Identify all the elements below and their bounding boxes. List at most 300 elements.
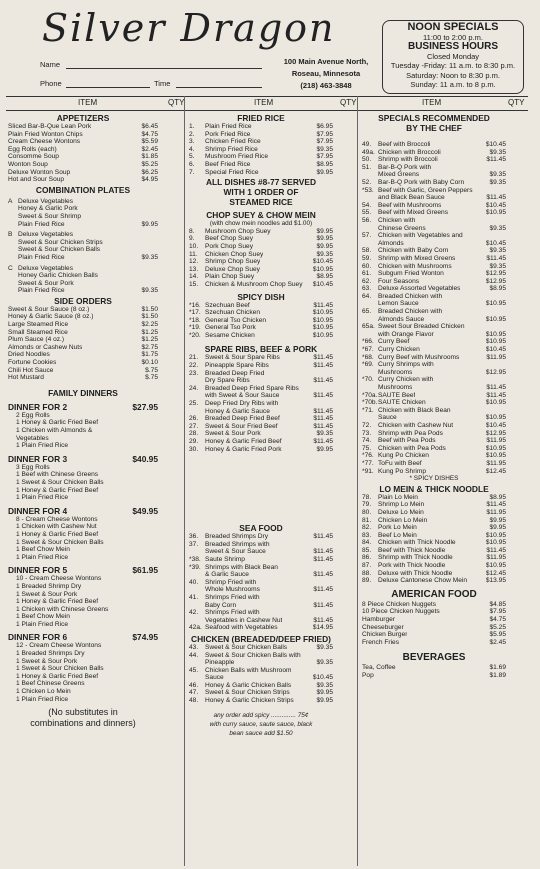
item-price: $9.35 [489,178,506,186]
item-price: $1.25 [141,336,158,344]
item-name [189,594,260,602]
item-label: Subgum Fried Wonton [378,270,444,278]
item-number: 58. [362,247,372,255]
item-label: Mushroom Chop Suey [205,227,271,235]
combo-price: $9.35 [141,287,158,295]
item-price [331,667,333,675]
item-price: $9.35 [489,148,506,156]
item-price [331,579,333,587]
item-price: $10.95 [485,209,506,217]
no-substitutes-line: (No substitutes in [48,707,118,718]
item-label: Plain Chop Suey [205,273,255,281]
item-price: $10.95 [485,315,506,323]
item-name [362,539,456,547]
item-price: $9.95 [316,235,333,243]
menu-item [362,437,506,445]
item-number: *16. [189,301,201,309]
menu-item [362,392,506,400]
spare-ribs-list [189,354,333,453]
item-label: Beef with Garlic, Green Peppers [378,186,473,194]
item-price: $10.45 [312,258,333,266]
item-name: Consomme Soup [8,153,59,161]
item-price: $11.45 [313,586,333,594]
address-block [270,56,382,92]
item-price: $8.95 [316,273,333,281]
item-name [362,240,404,248]
item-price: $1.50 [141,305,158,313]
item-price: $11.45 [313,616,333,624]
item-name [362,156,438,164]
item-price [331,370,333,378]
item-price: $2.25 [141,321,158,329]
item-price: $2.75 [141,343,158,351]
item-price: $11.45 [486,391,506,399]
dinner-line: 1 Sweet & Sour Pork [16,657,78,665]
item-price: $9.35 [316,250,333,258]
item-number: 60. [362,262,372,270]
item-name [189,415,280,423]
item-price: $10.95 [312,331,333,339]
menu-item [189,609,333,617]
combo-item [8,231,73,239]
item-label: Whole Mushrooms [205,586,260,594]
item-name [362,430,443,438]
item-price: $11.45 [313,555,333,563]
item-price: $6.25 [141,168,158,176]
menu-item [8,374,158,382]
item-price: $.75 [145,374,158,382]
item-name [189,579,256,587]
menu-item [362,460,506,468]
item-name [189,617,282,625]
menu-item [189,169,333,177]
item-number: 82. [362,524,372,532]
dinner-for-5 [8,565,158,628]
item-label: Breaded Chicken with [378,292,443,300]
item-name [189,674,224,682]
item-name [189,571,249,579]
item-price: $10.95 [485,562,506,570]
item-price: $4.95 [141,176,158,184]
item-price: $11.45 [313,392,333,400]
item-number: 75. [362,444,372,452]
dinner-line: 1 Sweet & Sour Chicken Balls [16,665,104,673]
seafood-heading: SEA FOOD [239,523,283,534]
item-price [331,594,333,602]
combo-line [8,265,158,273]
dinner-line: 1 Sweet & Sour Chicken Balls [16,478,104,486]
menu-item [8,138,158,146]
dinner-for-3 [8,454,158,502]
item-name [362,509,424,517]
item-label: Szechuan Chicken [205,309,260,317]
menu-item [362,156,506,164]
item-name: Large Steamed Rice [8,321,69,329]
item-label: Dry Spare Ribs [205,377,250,385]
item-name [362,232,463,240]
item-price: $1.75 [141,351,158,359]
noon-specials-title: NOON SPECIALS [407,21,499,33]
item-label: Kung Po Shrimp [378,467,427,475]
item-label: and Black Bean Sauce [378,194,445,202]
item-label: Breaded Shrimps Dry [205,533,269,541]
item-label: Deluxe Chop Suey [205,265,260,273]
item-price: $10.95 [312,324,333,332]
hours-line: Closed Monday [426,51,480,61]
combo-price [156,272,158,280]
item-label: Mushrooms [378,368,413,376]
item-name [362,384,412,392]
item-name [189,138,261,146]
item-label: Sweet Sour Breaded Chicken [378,323,465,331]
chop-suey-heading: CHOP SUEY & CHOW MEIN [206,210,316,221]
chicken-list [189,644,333,705]
item-label: Honey & Garlic Chicken Strips [205,697,294,705]
spicy-note-line: with curry sauce, saute sauce, black [209,720,313,728]
item-number: 13. [189,265,199,273]
item-name [189,682,291,690]
item-price: $2.45 [141,145,158,153]
menu-item [189,309,333,317]
item-price: $11.45 [313,438,333,445]
combo-item-label: Plain Fried Rice [18,220,65,228]
item-label: Sweet & Sour Chicken Strips [205,689,290,697]
item-number: 9. [189,235,195,243]
item-name [362,354,459,362]
menu-item [189,302,333,310]
menu-item [8,313,158,321]
item-label: Shrimp Fried Rice [205,145,258,153]
item-number: 43. [189,643,199,651]
dinner-line: 1 Chicken with Cashew Nut [16,523,97,531]
item-price: $9.35 [489,171,506,179]
item-label: SAUTE Beef [378,391,416,399]
item-price: $11.95 [486,508,506,516]
item-label: & Garlic Sauce [205,571,249,579]
spicy-dishes-legend: * SPICY DISHES [409,475,459,483]
item-name [189,697,294,705]
item-name [362,414,397,422]
item-number: 61. [362,270,372,278]
item-name [189,266,260,274]
menu-item [8,336,158,344]
menu-item [362,331,506,339]
item-name [362,164,431,172]
combo-item-label: Sweet & Sour Chicken Balls [18,246,101,254]
item-label: Breaded Deep Fried Spare Ribs [205,384,299,392]
lo-mein-list [362,494,506,585]
item-name [362,517,427,525]
menu-item [189,392,333,400]
item-label: Vegetables in Cashew Nut [205,616,283,624]
item-number: *91. [362,467,374,475]
item-label: Chicken with Vegetables and [378,232,463,240]
item-name [189,689,290,697]
combo-line [8,239,158,247]
item-name [189,408,270,416]
item-price: $5.95 [489,631,506,639]
item-price: $10.45 [312,280,333,288]
item-label: Chicken with Mushrooms [378,262,452,270]
dinner-heading [8,454,158,464]
item-name [189,624,278,632]
item-label: Plain Lo Mein [378,493,418,501]
combo-price [156,205,158,213]
menu-item [362,539,506,547]
combo-price: $9.35 [141,253,158,261]
item-number: 28. [189,430,199,438]
item-name [362,392,415,400]
item-price: $1.85 [141,153,158,161]
item-name [189,123,252,131]
appetizers-heading: APPETIZERS [56,113,110,123]
item-name [362,217,415,225]
menu-item [362,179,506,187]
item-price: $9.35 [489,247,506,255]
item-name [189,556,245,564]
combo-letter: B [8,231,13,239]
item-number: 86. [362,554,372,562]
item-label: Chicken Fried Rice [205,138,261,146]
item-number: 1. [189,123,195,130]
item-name [189,228,271,236]
business-hours-title: BUSINESS HOURS [407,41,498,52]
item-price: $8.95 [489,285,506,293]
item-price: $11.45 [313,415,333,423]
dinner-line: 1 Plain Fried Rice [16,494,69,502]
item-label: Lemon Sauce [378,300,419,308]
combo-item [8,287,65,295]
item-label: Almonds [378,239,404,247]
menu-item [362,346,506,354]
item-number: *68. [362,353,374,361]
item-name [189,602,236,610]
dinner-heading [8,506,158,516]
item-number: 41. [189,593,199,601]
menu-item [189,258,333,266]
dinner-line: 8 - Cream Cheese Wontons [16,515,98,523]
menu-item [8,176,158,184]
dinner-line: 1 Sweet & Sour Pork [16,590,78,598]
item-label: Mushrooms [378,384,413,391]
menu-item [362,445,506,453]
spicy-dish-heading: SPICY DISH [237,291,285,302]
item-name [362,468,426,476]
menu-item [362,361,506,369]
combo-b [8,231,158,261]
dinner-for-6 [8,632,158,703]
menu-item [8,161,158,169]
item-label: Szechuan Beef [205,301,250,309]
item-label: Shrimp Fried with [205,578,257,586]
item-name [362,285,460,293]
item-label: Deluxe Cantonese Chow Mein [378,577,468,585]
column-header-row [6,96,528,111]
item-number: 27. [189,422,199,430]
menu-item [189,689,333,697]
item-label: Chicken with Baby Corn [378,247,449,255]
item-label: Honey & Garlic Fried Pork [205,445,282,453]
item-label: Special Fried Rice [205,168,259,176]
item-label: Beef with Broccoli [378,141,431,148]
menu-item [362,171,506,179]
menu-item [362,524,506,532]
item-label: Kung Po Chicken [378,452,429,460]
combo-c [8,265,158,295]
phone-label: Phone [40,79,62,88]
item-name [189,354,280,362]
menu-item [189,251,333,259]
item-name [362,263,452,271]
item-price: $9.35 [316,145,333,153]
item-name [189,258,260,266]
item-name [362,452,429,460]
item-price: $9.95 [489,516,506,524]
address-city: Roseau, Minnesota [291,69,361,78]
item-price: $11.45 [486,194,506,202]
item-label: Shrimp with Broccoli [378,156,438,164]
item-name [189,446,282,454]
menu-item [362,517,506,525]
fried-rice-list [189,123,333,176]
item-name: 8 Piece Chicken Nuggets [362,600,437,608]
combo-item-label: Sweet & Sour Chicken Strips [18,238,103,246]
menu-item [362,285,506,293]
item-name: Fortune Cookies [8,359,57,367]
menu-item [189,146,333,154]
item-name [189,146,258,154]
no-substitutes-note [8,707,158,728]
menu-item [362,414,506,422]
item-number: 42. [189,609,199,617]
address-phone: (218) 463-3848 [300,81,352,90]
item-price: $9.95 [316,168,333,176]
dinner-line: 1 Sweet & Sour Chicken Balls [16,538,104,546]
item-name [189,324,256,332]
menu-item [189,644,333,652]
menu-item [362,164,506,172]
menu-item [189,324,333,332]
phone-line[interactable] [66,87,150,88]
item-name: Honey & Garlic Sauce (8 oz.) [8,313,94,321]
menu-item [189,362,333,370]
item-name [189,385,299,393]
item-name [362,577,467,585]
item-name [362,554,453,562]
item-label: Sesame Chicken [205,331,255,339]
menu-item [362,422,506,430]
item-number: 24. [189,384,199,392]
item-label: Chicken with Cashew Nut [378,421,454,429]
combo-price [156,198,158,206]
item-name [362,331,434,339]
item-price: $9.35 [316,643,333,651]
item-number: *70b. [362,399,378,407]
menu-item [362,554,506,562]
item-number: *66. [362,338,374,346]
item-price: $9.35 [316,430,333,438]
item-label: Shrimps Fried with [205,593,260,601]
item-number: 84. [362,539,372,547]
item-price: $9.35 [489,262,506,270]
dinner-line: 1 Plain Fried Rice [16,553,69,561]
col2-item-header: ITEM [254,98,274,107]
item-name [189,430,261,438]
item-label: Beef Chop Suey [205,235,254,243]
name-line[interactable] [66,68,262,69]
item-label: Beef Fried Rice [205,160,251,168]
item-price: $11.45 [313,362,333,370]
menu-item [362,293,506,301]
item-label: Sweet & Sour Fried Beef [205,422,278,430]
item-label: Shrimps Fried with [205,609,260,617]
item-label: Chicken Lo Mein [378,516,428,524]
item-name [362,187,473,195]
item-number: 50. [362,156,372,164]
item-number: 21. [189,354,199,362]
item-price: $9.95 [316,227,333,235]
item-price: $11.45 [313,422,333,430]
item-name [362,171,419,179]
dinner-line: 3 Egg Rolls [16,463,50,471]
item-price: $7.95 [316,153,333,161]
item-name [362,149,441,157]
item-price: $11.95 [486,353,506,361]
item-number: 63. [362,285,372,293]
lo-mein-heading: LO MEIN & THICK NOODLE [379,483,489,494]
combo-line [8,205,158,213]
item-number: 65. [362,308,372,316]
item-name [362,323,465,331]
spicy-order-note [189,711,333,738]
menu-item [362,664,506,672]
item-label: Seafood with Vegetables [205,624,278,632]
item-number: *53. [362,186,374,194]
item-number: *19. [189,324,201,332]
item-price: $10.95 [485,338,506,346]
item-name [362,399,426,407]
combo-item-label: Deluxe Vegetables [18,231,73,239]
combo-line [8,246,158,254]
family-dinners-heading: FAMILY DINNERS [48,387,118,398]
item-price [331,609,333,617]
item-number: 55. [362,209,372,217]
item-name [189,564,278,572]
item-label: Chicken with Black Bean [378,406,451,414]
item-name [362,247,448,255]
item-name: Hot Mustard [8,374,44,382]
item-name [189,533,268,541]
item-price [504,164,506,172]
item-name [362,202,441,210]
item-label: Curry Shrimps with [378,361,434,369]
item-price: $12.45 [485,467,506,475]
dinner-line: 1 Plain Fried Rice [16,442,69,450]
item-label: Beef with Thick Noodle [378,546,446,554]
menu-item [362,672,506,680]
item-label: Shrimp with Mixed Greens [378,254,456,262]
combo-line [8,272,158,280]
item-price: $10.45 [312,674,333,682]
time-line[interactable] [176,87,262,88]
item-price: $11.95 [486,437,506,445]
dinner-heading [8,565,158,575]
combo-line [8,231,158,239]
menu-item [8,123,158,131]
item-name [189,377,250,385]
menu-item [362,608,506,616]
menu-item [189,317,333,325]
